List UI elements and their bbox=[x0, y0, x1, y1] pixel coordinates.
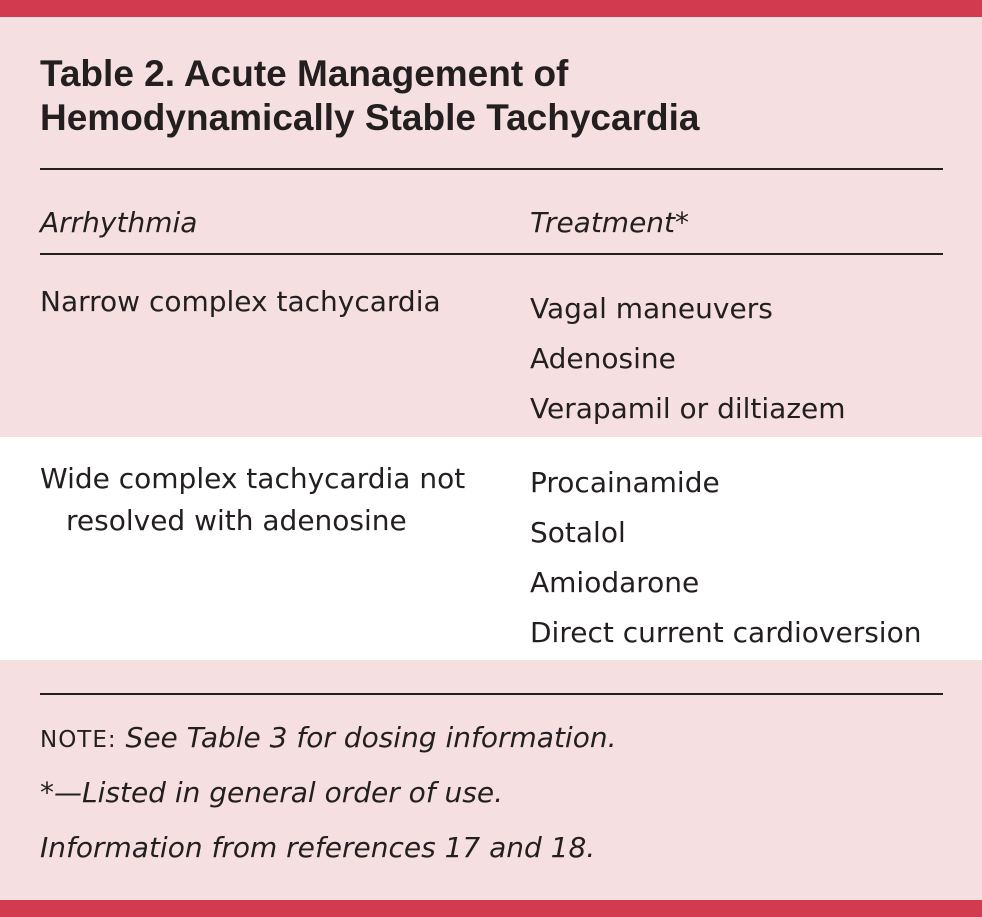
row-2-arrhythmia-line-1: Wide complex tachycardia not bbox=[40, 462, 466, 495]
row-1-treatments bbox=[530, 284, 846, 434]
top-accent-bar bbox=[0, 0, 982, 17]
footnote-source: Information from references 17 and 18. bbox=[40, 831, 596, 864]
row-1-arrhythmia-text: Narrow complex tachycardia bbox=[40, 285, 441, 318]
row-1-treatment-item: Verapamil or diltiazem bbox=[530, 392, 846, 425]
header-top-rule bbox=[40, 168, 943, 170]
row-2-treatment-item: Direct current cardioversion bbox=[530, 616, 922, 649]
footnote-note bbox=[40, 720, 616, 758]
table-title-line-2: Hemodynamically Stable Tachycardia bbox=[40, 97, 700, 138]
row-2-treatments bbox=[530, 458, 921, 658]
row-2-treatment-item: Amiodarone bbox=[530, 566, 700, 599]
header-bottom-rule bbox=[40, 253, 943, 255]
note-label: NOTE: bbox=[40, 727, 117, 753]
row-1-treatment-item: Vagal maneuvers bbox=[530, 292, 773, 325]
column-header-treatment: Treatment* bbox=[530, 206, 690, 239]
column-header-arrhythmia: Arrhythmia bbox=[40, 206, 198, 239]
bottom-accent-bar bbox=[0, 900, 982, 917]
table-bottom-rule bbox=[40, 693, 943, 695]
row-2-treatment-item: Sotalol bbox=[530, 516, 626, 549]
row-2-arrhythmia bbox=[40, 458, 510, 542]
table-title bbox=[40, 52, 940, 140]
row-1-arrhythmia bbox=[40, 284, 441, 320]
row-2-treatment-item: Procainamide bbox=[530, 466, 720, 499]
row-2-arrhythmia-line-2: resolved with adenosine bbox=[66, 504, 407, 537]
note-text: See Table 3 for dosing information. bbox=[125, 721, 617, 754]
table-title-line-1: Table 2. Acute Management of bbox=[40, 53, 569, 94]
footnote-asterisk: *—Listed in general order of use. bbox=[40, 776, 503, 809]
row-1-treatment-item: Adenosine bbox=[530, 342, 676, 375]
